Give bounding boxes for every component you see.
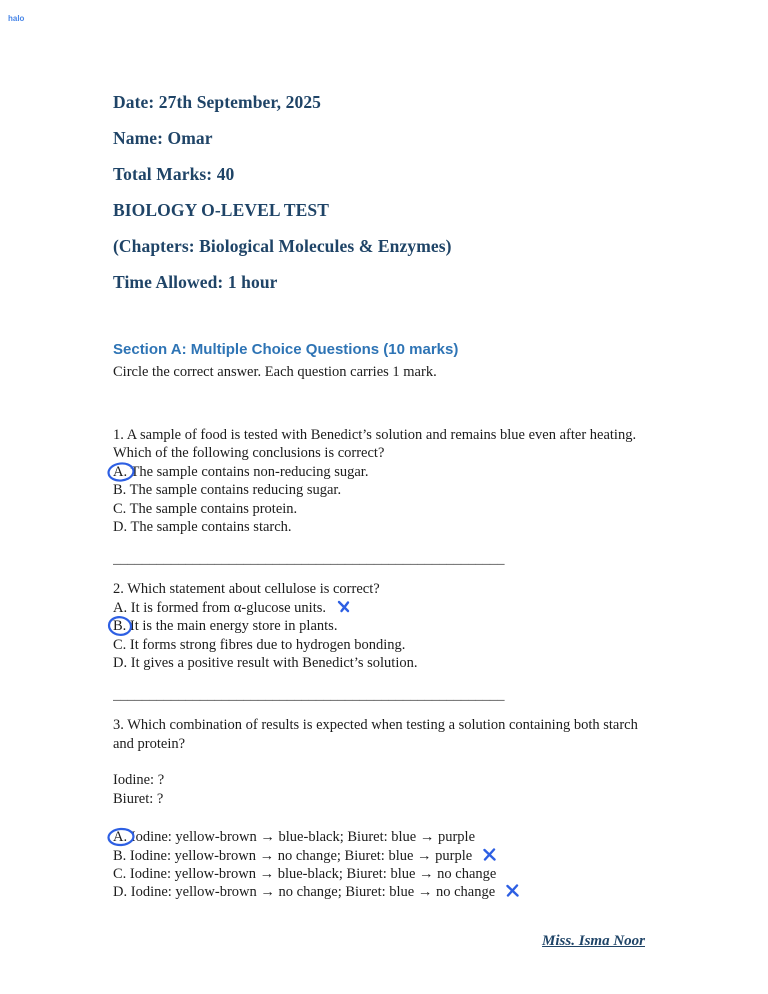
option-label: A.	[113, 829, 128, 846]
question-1-option-c	[113, 500, 655, 518]
option-letter	[113, 500, 126, 518]
header-name: Name: Omar	[113, 128, 213, 148]
option-label: D.	[113, 519, 128, 536]
option-label: A.	[113, 463, 128, 480]
option-letter	[113, 636, 126, 654]
header-block	[113, 92, 655, 292]
option-text: It forms strong fibres due to hydrogen bonding.	[129, 636, 406, 653]
option-label: D.	[113, 884, 128, 901]
question-1	[113, 426, 655, 536]
option-letter	[113, 828, 127, 846]
option-text: The sample contains non-reducing sugar.	[130, 463, 369, 480]
question-3-sublines	[113, 771, 655, 808]
option-text: Iodine: yellow-brown → blue-black; Biuret: blue → no change	[129, 865, 497, 882]
option-text: The sample contains starch.	[130, 519, 292, 536]
option-text: It is formed from α-glucose units.	[130, 599, 326, 616]
question-2-option-d	[113, 654, 655, 672]
header-time-allowed: Time Allowed: 1 hour	[113, 272, 278, 292]
pen-x-icon	[506, 884, 519, 897]
option-letter	[113, 518, 127, 536]
question-2-option-a	[113, 599, 655, 617]
header-chapters: (Chapters: Biological Molecules & Enzymes)	[113, 236, 452, 256]
question-2-text: 2. Which statement about cellulose is correct?	[113, 581, 380, 598]
option-text: Iodine: yellow-brown → no change; Biuret: blue → purple	[129, 847, 473, 864]
option-text: It is the main energy store in plants.	[129, 618, 338, 635]
option-text: The sample contains protein.	[129, 500, 298, 517]
option-letter	[113, 865, 126, 883]
question-1-option-a	[113, 463, 655, 481]
iodine-line: Iodine: ?	[113, 772, 165, 789]
question-3-options	[113, 828, 655, 902]
question-1-option-d	[113, 518, 655, 536]
watermark-halo: halo	[8, 14, 25, 23]
question-1-text: 1. A sample of food is tested with Benedict’s solution and remains blue even after heating. Which of the following conclusions is correct?	[113, 427, 637, 462]
option-label: B.	[113, 482, 127, 499]
question-3-text: 3. Which combination of results is expected when testing a solution containing both starch and protein?	[113, 717, 638, 752]
option-label: D.	[113, 655, 128, 672]
answer-line-divider: ______________________________________________________	[113, 687, 505, 704]
option-letter	[113, 617, 126, 635]
question-3-option-c	[113, 865, 655, 883]
question-1-option-b	[113, 481, 655, 499]
header-total-marks: Total Marks: 40	[113, 164, 235, 184]
pen-x-icon	[337, 600, 350, 613]
option-label: C.	[113, 636, 127, 653]
section-a-title: Section A: Multiple Choice Questions (10 marks)	[113, 341, 459, 358]
question-3-option-b	[113, 847, 655, 865]
option-letter	[113, 463, 127, 481]
question-3-option-d	[113, 883, 655, 901]
question-2-option-b	[113, 617, 655, 635]
question-3-option-a	[113, 828, 655, 846]
option-letter	[113, 654, 127, 672]
biuret-line: Biuret: ?	[113, 790, 164, 807]
option-label: B.	[113, 847, 127, 864]
pen-x-icon	[483, 848, 496, 861]
answer-line-divider: ______________________________________________________	[113, 551, 505, 568]
option-letter	[113, 847, 126, 865]
option-text: Iodine: yellow-brown → blue-black; Biuret: blue → purple	[130, 829, 476, 846]
option-text: Iodine: yellow-brown → no change; Biuret: blue → no change	[130, 884, 496, 901]
header-date: Date: 27th September, 2025	[113, 92, 322, 112]
question-2-option-c	[113, 636, 655, 654]
option-letter	[113, 883, 127, 901]
option-label: C.	[113, 500, 127, 517]
option-text: It gives a positive result with Benedict’s solution.	[130, 655, 418, 672]
option-letter	[113, 599, 127, 617]
option-label: B.	[113, 618, 127, 635]
option-letter	[113, 481, 126, 499]
option-text: The sample contains reducing sugar.	[129, 482, 342, 499]
header-test-title: BIOLOGY O-LEVEL TEST	[113, 200, 329, 220]
question-3	[113, 716, 655, 901]
option-label: A.	[113, 599, 128, 616]
section-a-instruction: Circle the correct answer. Each question carries 1 mark.	[113, 364, 437, 380]
question-2	[113, 580, 655, 672]
option-label: C.	[113, 865, 127, 882]
teacher-signature: Miss. Isma Noor	[542, 932, 645, 949]
